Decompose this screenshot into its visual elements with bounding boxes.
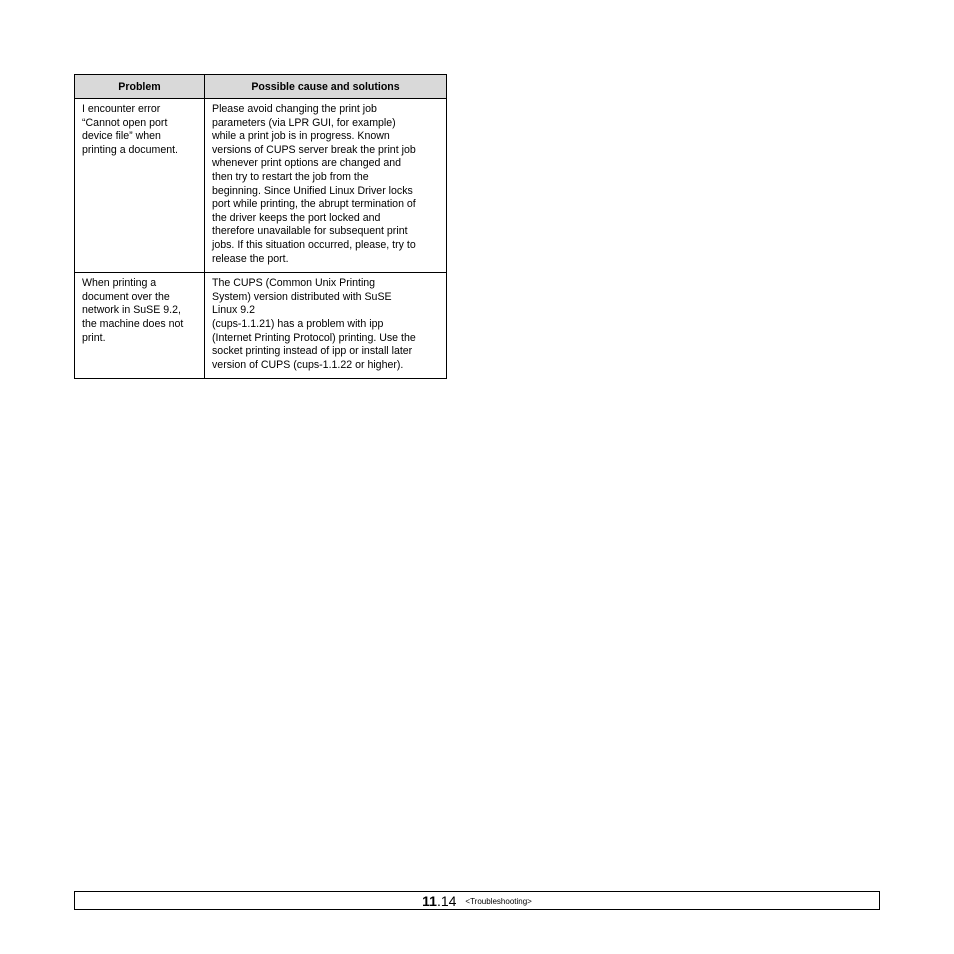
text-line: parameters (via LPR GUI, for example) [212, 116, 396, 129]
section-label: <Troubleshooting> [465, 897, 532, 906]
text-line: When printing a [82, 277, 157, 290]
table-header-row [75, 75, 447, 99]
text-line: versions of CUPS server break the print job [212, 143, 416, 156]
text-line: while a print job is in progress. Known [212, 130, 390, 143]
column-header-solutions: Possible cause and solutions [205, 75, 447, 99]
text-line: “Cannot open port [82, 116, 168, 129]
table-row [75, 273, 447, 379]
text-line: the driver keeps the port locked and [212, 211, 381, 224]
problem-cell [75, 99, 205, 273]
text-line: then try to restart the job from the [212, 170, 369, 183]
text-line: socket printing instead of ipp or install later [212, 345, 413, 358]
text-line: document over the [82, 290, 170, 303]
problem-cell [75, 273, 205, 379]
page-number: .14 [436, 892, 457, 909]
text-line: print. [82, 331, 106, 344]
table-row [75, 99, 447, 273]
text-line: The CUPS (Common Unix Printing [212, 277, 376, 290]
text-line: (cups-1.1.21) has a problem with ipp [212, 317, 384, 330]
text-line: port while printing, the abrupt termination of [212, 198, 416, 211]
text-line: beginning. Since Unified Linux Driver locks [212, 184, 413, 197]
text-line: whenever print options are changed and [212, 157, 402, 170]
text-line: version of CUPS (cups-1.1.22 or higher). [212, 358, 404, 371]
text-line: device file” when [82, 130, 161, 143]
solution-cell [205, 273, 447, 379]
text-line: release the port. [212, 252, 289, 265]
text-line: I encounter error [82, 103, 161, 115]
text-line: Linux 9.2 [212, 304, 255, 317]
text-line: jobs. If this situation occurred, please, try to [212, 238, 416, 251]
text-line: printing a document. [82, 143, 178, 156]
solution-cell [205, 99, 447, 273]
text-line: (Internet Printing Protocol) printing. Use the [212, 331, 416, 344]
text-line: therefore unavailable for subsequent print [212, 225, 408, 238]
text-line: System) version distributed with SuSE [212, 290, 392, 303]
column-header-problem: Problem [75, 75, 205, 99]
page-footer [74, 891, 880, 910]
text-line: network in SuSE 9.2, [82, 304, 181, 317]
text-line: Please avoid changing the print job [212, 103, 377, 115]
chapter-number: 11 [422, 892, 437, 909]
text-line: the machine does not [82, 317, 184, 330]
troubleshooting-table [74, 74, 447, 379]
